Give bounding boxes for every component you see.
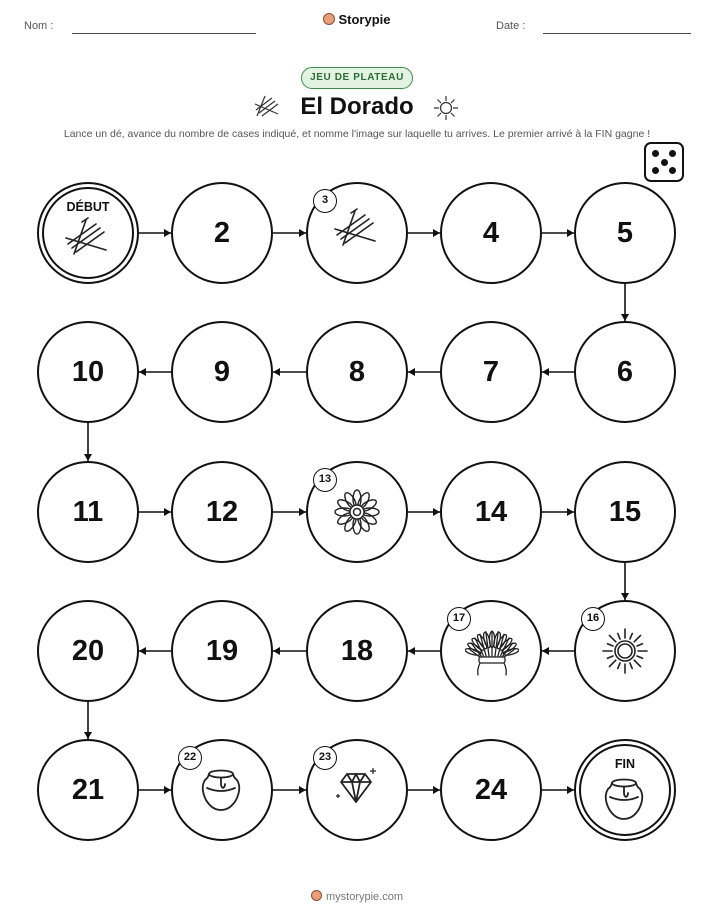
path-arrow-head xyxy=(433,508,440,516)
path-arrow-head xyxy=(408,368,415,376)
brand-name: Storypie xyxy=(338,12,391,27)
board-cell-4 xyxy=(440,182,542,284)
board-cell-6 xyxy=(574,321,676,423)
board-cell-18 xyxy=(306,600,408,702)
path-arrow-head xyxy=(273,647,280,655)
cell-number-badge: 13 xyxy=(313,468,337,492)
path-arrow-head xyxy=(164,786,171,794)
flower-icon xyxy=(331,486,383,543)
cell-number-badge: 16 xyxy=(581,607,605,631)
board-cell-7 xyxy=(440,321,542,423)
cell-number: 11 xyxy=(72,496,104,528)
cell-number: 7 xyxy=(482,356,500,388)
pot-icon xyxy=(196,764,246,819)
page-title: El Dorado xyxy=(300,93,414,120)
board-cell-21 xyxy=(37,739,139,841)
game-type-badge: JEU DE PLATEAU xyxy=(301,67,413,89)
cell-number: 15 xyxy=(608,496,642,528)
board-cell-25 xyxy=(574,739,676,841)
board-cell-9 xyxy=(171,321,273,423)
headdress-icon xyxy=(465,625,519,682)
cell-number: 20 xyxy=(71,635,105,667)
path-arrow-head xyxy=(299,786,306,794)
cell-number: 4 xyxy=(482,217,500,249)
pot-icon xyxy=(599,773,649,828)
cell-number: 8 xyxy=(348,356,366,388)
board-cell-19 xyxy=(171,600,273,702)
cell-number: 2 xyxy=(213,217,231,249)
cell-number: 19 xyxy=(205,635,239,667)
cell-caption: FIN xyxy=(614,757,636,771)
cell-number: 18 xyxy=(340,635,374,667)
cell-number-badge: 3 xyxy=(313,189,337,213)
path-arrow-head xyxy=(567,229,574,237)
cell-number: 21 xyxy=(71,774,105,806)
instructions: Lance un dé, avance du nombre de cases indiqué, et nomme l'image sur laquelle tu arrives. Le premier arrivé à la FIN gagne ! xyxy=(63,128,651,140)
cell-number: 6 xyxy=(616,356,634,388)
sun-icon xyxy=(599,625,651,682)
storypie-logo-icon xyxy=(311,890,322,901)
board-cell-24 xyxy=(440,739,542,841)
path-arrow-head xyxy=(567,508,574,516)
cell-caption: DÉBUT xyxy=(66,200,110,214)
path-arrow-head xyxy=(567,786,574,794)
path-arrow-head xyxy=(542,368,549,376)
path-arrow-head xyxy=(299,508,306,516)
board-cell-5 xyxy=(574,182,676,284)
path-arrow-head xyxy=(433,786,440,794)
raft-icon xyxy=(331,207,383,252)
cell-number-badge: 22 xyxy=(178,746,202,770)
path-arrow-head xyxy=(408,647,415,655)
path-arrow-head xyxy=(433,229,440,237)
board-cell-2 xyxy=(171,182,273,284)
path-arrow-head xyxy=(621,314,629,321)
footer-url: mystorypie.com xyxy=(325,891,404,903)
cell-number: 12 xyxy=(205,496,239,528)
path-arrow-head xyxy=(84,732,92,739)
diamond-icon xyxy=(331,764,383,817)
cell-number: 14 xyxy=(474,496,508,528)
board-cell-10 xyxy=(37,321,139,423)
board-cell-11 xyxy=(37,461,139,563)
path-arrow-head xyxy=(542,647,549,655)
cell-number: 9 xyxy=(213,356,231,388)
path-arrow-head xyxy=(273,368,280,376)
board-cell-8 xyxy=(306,321,408,423)
board-cell-14 xyxy=(440,461,542,563)
footer xyxy=(0,890,714,903)
board-cell-12 xyxy=(171,461,273,563)
board-cell-15 xyxy=(574,461,676,563)
path-arrow-head xyxy=(139,368,146,376)
board-cell-1 xyxy=(37,182,139,284)
path-arrow-head xyxy=(139,647,146,655)
raft-icon xyxy=(62,216,114,261)
path-arrow-head xyxy=(84,454,92,461)
name-label: Nom : xyxy=(24,20,54,32)
cell-number-badge: 23 xyxy=(313,746,337,770)
cell-number: 24 xyxy=(474,774,508,806)
path-arrow-head xyxy=(621,593,629,600)
path-arrow-head xyxy=(164,508,171,516)
path-arrow-head xyxy=(299,229,306,237)
path-arrow-head xyxy=(164,229,171,237)
date-label: Date : xyxy=(496,20,526,32)
cell-number: 10 xyxy=(71,356,105,388)
board-cell-20 xyxy=(37,600,139,702)
cell-number: 5 xyxy=(616,217,634,249)
cell-number-badge: 17 xyxy=(447,607,471,631)
